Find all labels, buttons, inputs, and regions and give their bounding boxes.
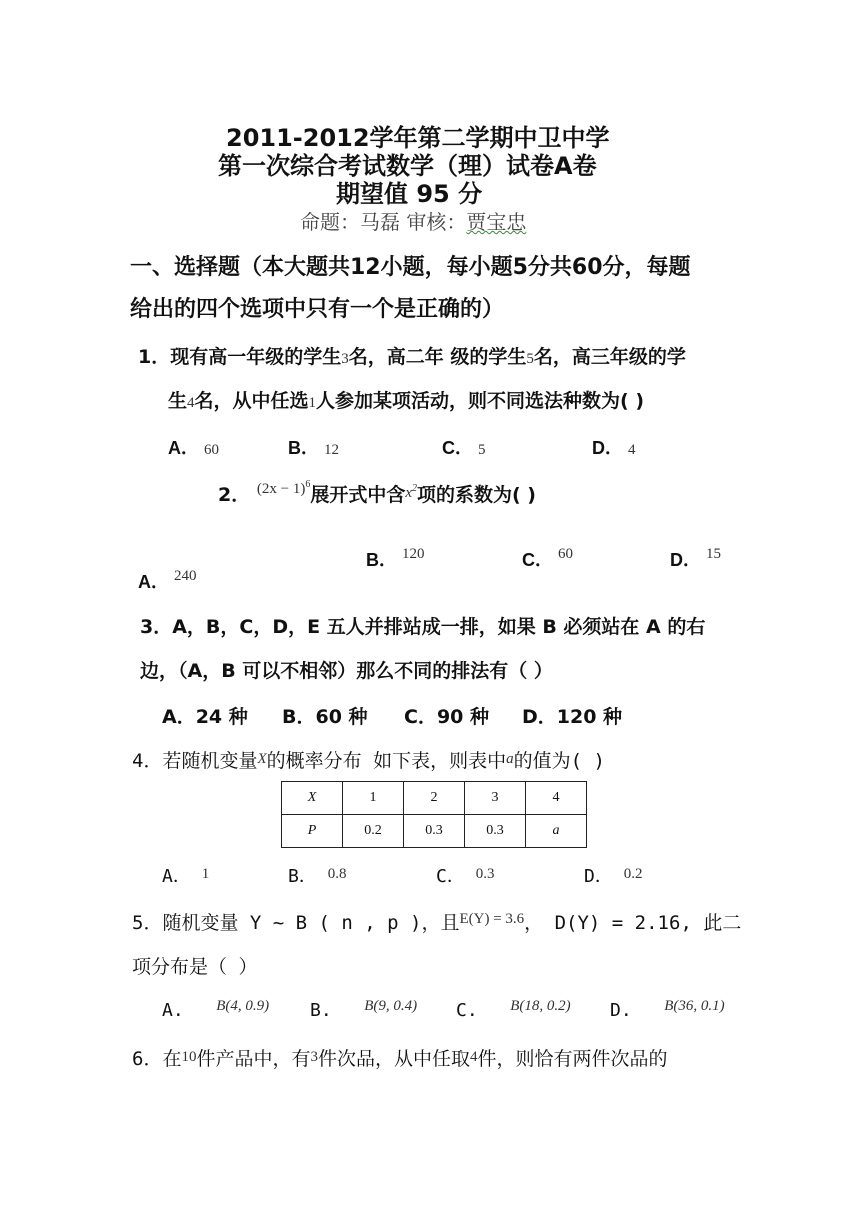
- question-3-option-d[interactable]: D．120 种: [522, 706, 623, 728]
- question-5-line2: 项分布是（ ）: [132, 956, 258, 978]
- table-row: [282, 815, 587, 848]
- question-3-option-b[interactable]: B．60 种: [282, 706, 368, 728]
- question-1-option-a[interactable]: A． 60: [168, 438, 220, 458]
- question-3-option-a[interactable]: A．24 种: [162, 706, 248, 728]
- question-1-option-c[interactable]: C． 5: [442, 438, 486, 458]
- exam-title-line2: 第一次综合考试数学（理）试卷A卷: [218, 152, 597, 180]
- question-3-line2: 边，（A，B 可以不相邻）那么不同的排法有（ ）: [140, 660, 553, 682]
- table-cell: 2: [404, 782, 465, 815]
- table-cell: X: [282, 782, 343, 815]
- table-cell: a: [526, 815, 587, 848]
- question-1-option-b[interactable]: B． 12: [288, 438, 340, 458]
- question-5-option-a[interactable]: A. $^{B(4, 0.9)}$: [162, 998, 270, 1021]
- author-label: 命题：马磊 审核：: [300, 210, 467, 234]
- table-cell: 3: [465, 782, 526, 815]
- question-2-line1: 2． $^{(2x - 1)^6}$展开式中含$^{x^2}$项的系数为( ): [218, 479, 536, 506]
- question-4-option-c[interactable]: C． $^{0.3}$: [436, 866, 495, 887]
- section-heading-line1: 一、选择题（本大题共12小题，每小题5分共60分，每题: [130, 255, 691, 280]
- question-5-option-c[interactable]: C. $^{B(18, 0.2)}$: [456, 998, 571, 1021]
- question-1-option-d[interactable]: D． 4: [592, 438, 636, 458]
- question-1-line1: 1．现有高一年级的学生3名，高二年 级的学生5名，高三年级的学: [138, 346, 686, 368]
- question-2-option-b[interactable]: B． $^{120}$: [366, 546, 425, 570]
- question-5-option-d[interactable]: D. $^{B(36, 0.1)}$: [610, 998, 725, 1021]
- section-heading-line2: 给出的四个选项中只有一个是正确的）: [130, 297, 505, 322]
- question-4-option-d[interactable]: D． $^{0.2}$: [584, 866, 643, 887]
- question-5-option-b[interactable]: B. $^{B(9, 0.4)}$: [310, 998, 418, 1021]
- exam-expected-score: 期望值 95 分: [336, 180, 483, 208]
- question-5-line1: 5．随机变量 Y ~ B ( n , p )，且$^{E(Y) = 3.6}$， D(Y) = 2.16, 此二: [132, 911, 742, 934]
- question-3-option-c[interactable]: C．90 种: [404, 706, 489, 728]
- question-3-line1: 3．A，B，C，D，E 五人并排站成一排，如果 B 必须站在 A 的右: [140, 616, 706, 638]
- table-cell: P: [282, 815, 343, 848]
- table-cell: 0.3: [465, 815, 526, 848]
- table-cell: 1: [343, 782, 404, 815]
- table-row: [282, 782, 587, 815]
- question-2-option-d[interactable]: D． $^{15}$: [670, 546, 722, 570]
- table-cell: 0.3: [404, 815, 465, 848]
- question-4-option-a[interactable]: A． $^1$: [162, 866, 210, 887]
- question-1-line2: 生4名，从中任选1人参加某项活动，则不同选法种数为( ): [168, 390, 645, 412]
- reviewer-name: 贾宝忠: [466, 210, 527, 234]
- exam-authors: [300, 206, 526, 235]
- question-6-line1: 6．在$^{10}$件产品中，有$^3$件次品，从中任取$^4$件，则恰有两件次品的: [132, 1048, 668, 1070]
- question-4-line1: 4．若随机变量$^X$的概率分布 如下表，则表中$^a$的值为( ): [132, 750, 605, 772]
- probability-distribution-table: [281, 781, 587, 848]
- question-4-option-b[interactable]: B． $^{0.8}$: [288, 866, 347, 887]
- question-2-option-c[interactable]: C． $^{60}$: [522, 546, 574, 570]
- table-cell: 4: [526, 782, 587, 815]
- table-cell: 0.2: [343, 815, 404, 848]
- exam-title-line1: 2011-2012学年第二学期中卫中学: [226, 124, 610, 152]
- question-2-option-a[interactable]: A． $^{240}$: [138, 568, 197, 592]
